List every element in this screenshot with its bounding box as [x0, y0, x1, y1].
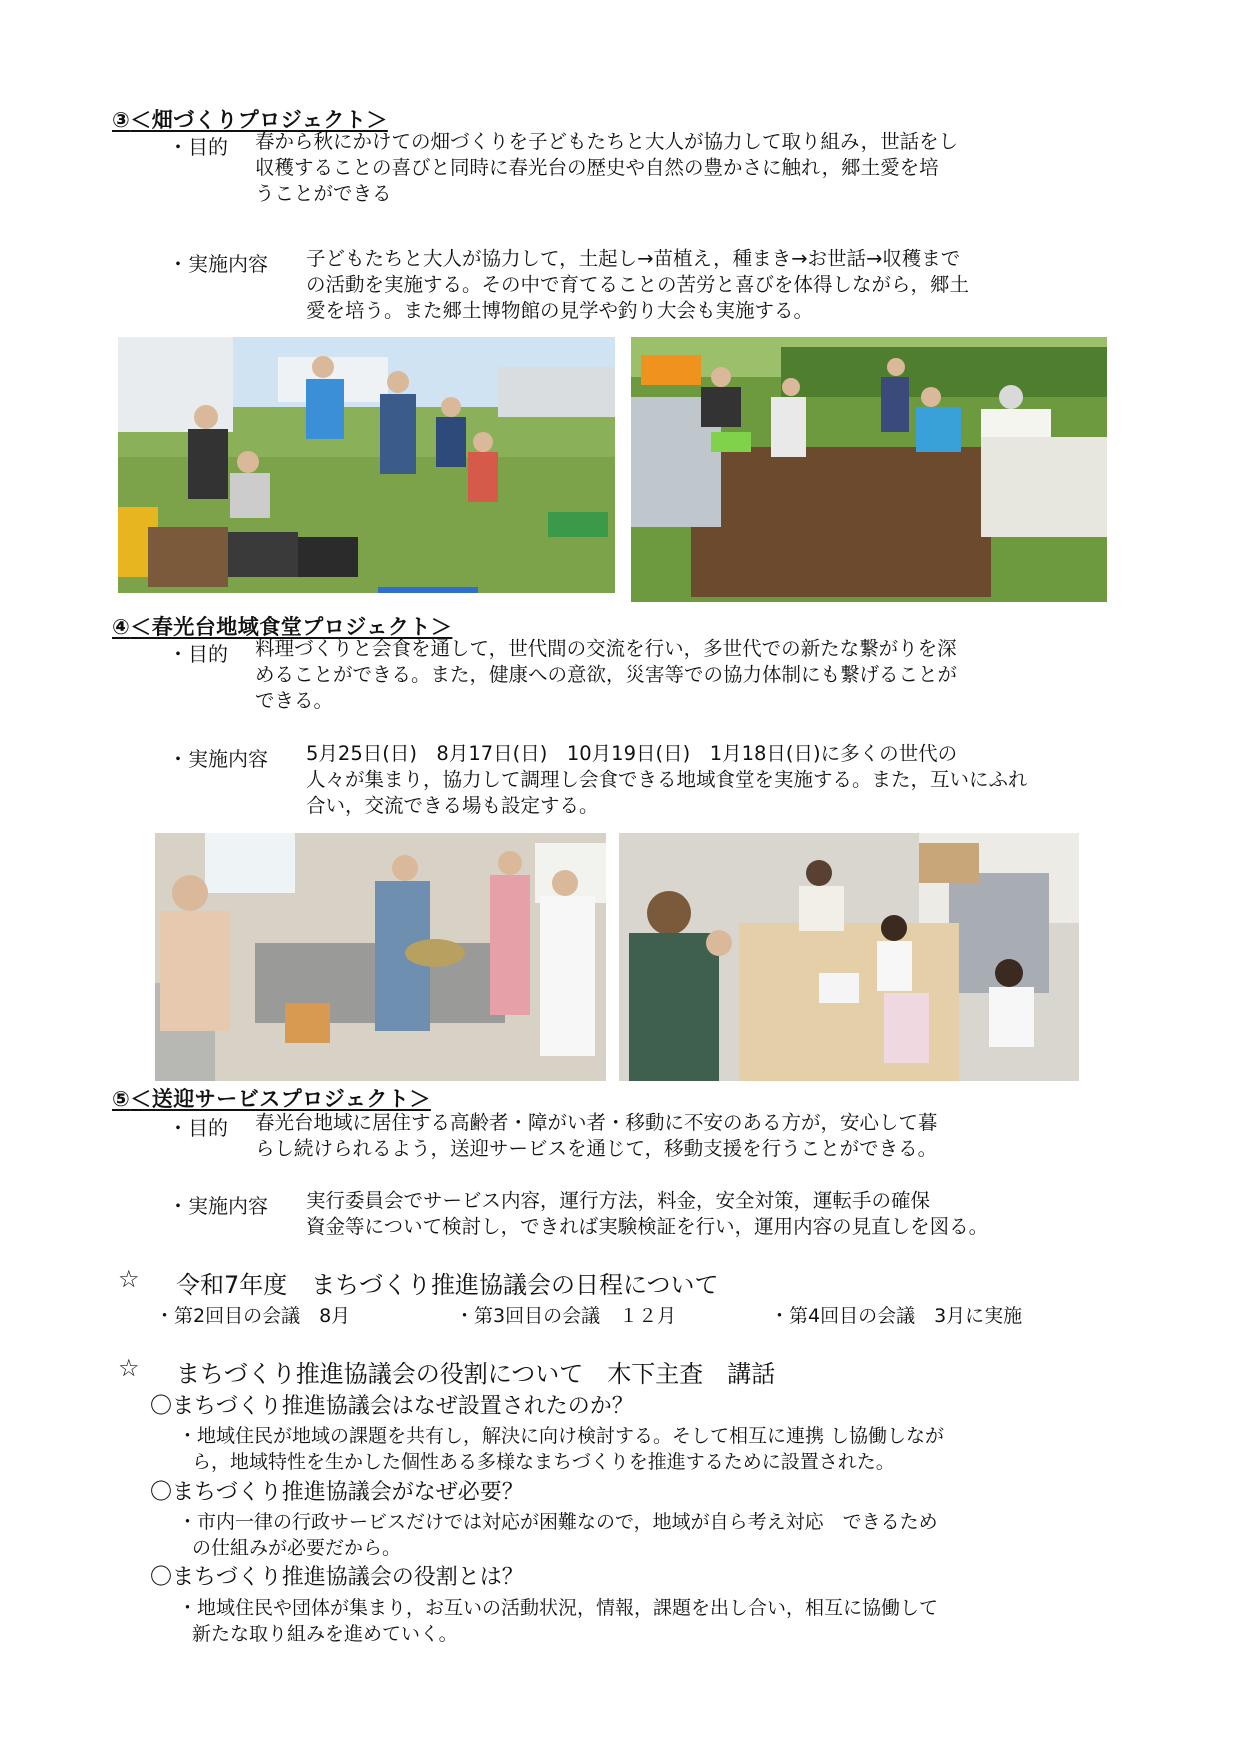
- text-line: 春から秋にかけての畑づくりを子どもたちと大人が協力して取り組み，世話をし: [255, 130, 959, 153]
- text-line: 実行委員会でサービス内容，運行方法，料金，安全対策，運転手の確保: [306, 1189, 931, 1212]
- text-line: 愛を培う。また郷土博物館の見学や釣り大会も実施する。: [306, 299, 814, 322]
- section-4-number: ④: [112, 615, 131, 639]
- roles-question-1: 〇まちづくり推進協議会はなぜ設置されたのか？: [150, 1394, 634, 1419]
- text-line: 春光台地域に居住する高齢者・障がい者・移動に不安のある方が，安心して暮: [255, 1111, 938, 1134]
- section-5-title: ＜送迎サービスプロジェクト＞: [130, 1087, 431, 1111]
- roles-question-2: 〇まちづくり推進協議会がなぜ必要？: [150, 1480, 524, 1505]
- section-5-impl-text: [306, 1188, 988, 1240]
- text-line: めることができる。また，健康への意欲，災害等での協力体制にも繋げることが: [255, 663, 958, 686]
- text-line: 料理づくりと会食を通して，世代間の交流を行い，多世代での新たな繋がりを深: [255, 637, 957, 660]
- text-line: 新たな取り組みを進めていく。: [192, 1623, 458, 1645]
- section-4-goal-text: [255, 636, 957, 714]
- text-line: ・地域住民や団体が集まり，お互いの活動状況，情報，課題を出し合い，相互に協働して: [178, 1597, 939, 1619]
- roles-answer-3: [178, 1595, 938, 1647]
- section-3-impl-label: ・実施内容: [168, 252, 268, 276]
- roles-star: ☆: [118, 1354, 140, 1382]
- section-5-impl-label: ・実施内容: [168, 1194, 268, 1218]
- section-4-goal-label: ・目的: [168, 642, 228, 666]
- section-3-goal-text: [255, 129, 958, 207]
- section-3-title: ＜畑づくりプロジェクト＞: [130, 108, 388, 132]
- section-3-goal-label: ・目的: [168, 135, 228, 159]
- text-line: の活動を実施する。その中で育てることの苦労と喜びを体得しながら，郷土: [306, 273, 970, 296]
- section-5-goal-label: ・目的: [168, 1116, 228, 1140]
- roles-question-3: 〇まちづくり推進協議会の役割とは？: [150, 1565, 524, 1590]
- text-line: 人々が集まり，協力して調理し会食できる地域食堂を実施する。また，互いにふれ: [306, 768, 1028, 791]
- schedule-item-2: ・第2回目の会議 8月: [155, 1305, 351, 1327]
- schedule-title: 令和7年度 まちづくり推進協議会の日程について: [176, 1271, 719, 1299]
- section-5-heading: [112, 1083, 431, 1113]
- text-line: 資金等について検討し，できれば実験検証を行い，運用内容の見直しを図る。: [306, 1215, 989, 1238]
- text-line: 合い，交流できる場も設定する。: [306, 794, 599, 817]
- section-4-impl-label: ・実施内容: [168, 747, 268, 771]
- text-line: ら，地域特性を生かした個性ある多様なまちづくりを推進するために設置された。: [192, 1451, 895, 1473]
- text-line: 5月25日(日) 8月17日(日) 10月19日(日) 1月18日(日)に多くの世代の: [306, 742, 958, 765]
- text-line: できる。: [255, 689, 334, 712]
- section-4-title: ＜春光台地域食堂プロジェクト＞: [130, 615, 453, 639]
- roles-title: まちづくり推進協議会の役割について 木下主査 講話: [176, 1360, 776, 1388]
- section-5-number: ⑤: [112, 1087, 131, 1111]
- text-line: 収穫することの喜びと同時に春光台の歴史や自然の豊かさに触れ，郷土愛を培: [255, 156, 939, 179]
- text-line: うことができる: [255, 182, 392, 205]
- schedule-item-3: ・第3回目の会議 １２月: [455, 1305, 677, 1327]
- photo-farm-group: [118, 337, 615, 593]
- text-line: 子どもたちと大人が協力して，土起し→苗植え，種まき→お世話→収穫まで: [306, 247, 961, 270]
- photo-planting: [631, 337, 1107, 602]
- text-line: ・市内一律の行政サービスだけでは対応が困難なので，地域が自ら考え対応 できるため: [178, 1511, 938, 1533]
- schedule-item-4: ・第4回目の会議 3月に実施: [770, 1305, 1023, 1327]
- section-3-number: ③: [112, 108, 131, 132]
- photo-dining: [619, 833, 1079, 1081]
- text-line: の仕組みが必要だから。: [192, 1537, 402, 1559]
- roles-answer-1: [178, 1423, 944, 1475]
- section-3-impl-text: [306, 246, 969, 324]
- section-4-impl-text: [306, 741, 1028, 819]
- text-line: ・地域住民が地域の課題を共有し，解決に向け検討する。そして相互に連携 し協働しなが: [178, 1425, 945, 1447]
- photo-cooking: [155, 833, 606, 1081]
- text-line: らし続けられるよう，送迎サービスを通じて，移動支援を行うことができる。: [255, 1137, 938, 1160]
- roles-answer-2: [178, 1509, 938, 1561]
- section-5-goal-text: [255, 1110, 938, 1162]
- schedule-star: ☆: [118, 1265, 140, 1293]
